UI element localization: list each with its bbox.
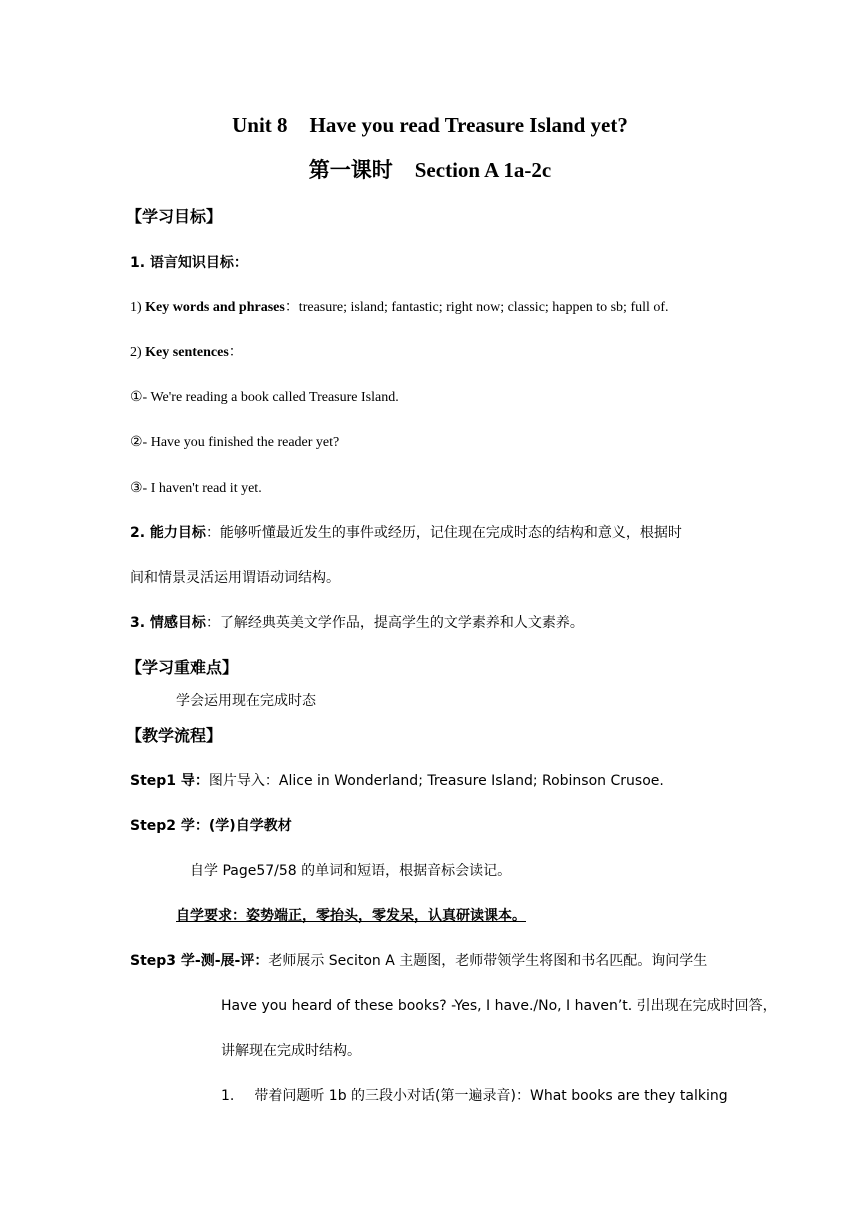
goal-2-continuation: 间和情景灵活运用谓语动词结构。 <box>130 570 340 586</box>
sub-item-1-num: 1. <box>221 1088 235 1104</box>
key-points-text: 学会运用现在完成时态 <box>176 693 316 709</box>
step-1-text: 图片导入：Alice in Wonderland; Treasure Island; Robinson Crusoe. <box>208 773 664 789</box>
step-2-text: 自学 Page57/58 的单词和短语，根据音标会读记。 <box>190 863 512 879</box>
step-3-text-3: 讲解现在完成时结构。 <box>221 1043 361 1059</box>
step-3-line <box>130 952 707 970</box>
key-words-label: Key words and phrases <box>145 300 285 315</box>
goal-1-label <box>130 254 248 273</box>
sentence-2: ②- Have you finished the reader yet? <box>130 435 340 450</box>
step-3-label: Step3 学-测-展-评： <box>130 953 269 969</box>
goal-2-line <box>130 524 682 542</box>
goal-3-line <box>130 614 584 632</box>
section-label: Section A 1a-2c <box>414 158 552 182</box>
key-words-line <box>130 299 669 317</box>
lesson-subtitle <box>0 158 860 182</box>
goal-1-text: 1. 语言知识目标： <box>130 255 248 271</box>
key-sentences-colon: ： <box>228 345 243 360</box>
goal-3-label: 3. 情感目标 <box>130 615 206 631</box>
sentence-3: ③- I haven't read it yet. <box>130 481 262 496</box>
key-words-num: 1) <box>130 300 142 315</box>
sentence-1: ①- We're reading a book called Treasure Island. <box>130 390 399 405</box>
process-heading: 【教学流程】 <box>126 726 223 745</box>
step-2-label: Step2 学：(学)自学教材 <box>130 818 292 834</box>
goal-2-label: 2. 能力目标 <box>130 525 206 541</box>
step-1-line <box>130 772 664 791</box>
goal-2-text: ：能够听懂最近发生的事件或经历，记住现在完成时态的结构和意义，根据时 <box>205 525 682 541</box>
step-2-requirement: 自学要求：姿势端正，零抬头，零发呆，认真研读课本。 <box>176 908 526 924</box>
key-sentences-num: 2) <box>130 345 142 360</box>
key-sentences-line <box>130 344 243 362</box>
goals-heading: 【学习目标】 <box>126 207 223 226</box>
step-3-text: 老师展示 Seciton A 主题图，老师带领学生将图和书名匹配。询问学生 <box>268 953 708 969</box>
step-3-text-2: Have you heard of these books? -Yes, I have./No, I haven’t. 引出现在完成时回答， <box>221 998 777 1014</box>
sub-item-1-text: 带着问题听 1b 的三段小对话(第一遍录音)：What books are they talking <box>254 1088 728 1104</box>
goal-3-text: ：了解经典英美文学作品，提高学生的文学素养和人文素养。 <box>205 615 584 631</box>
step-1-label: Step1 导： <box>130 773 209 789</box>
lesson-cn-label: 第一课时 <box>308 158 393 182</box>
document-title <box>0 113 860 137</box>
key-sentences-label: Key sentences <box>145 345 229 360</box>
key-points-heading: 【学习重难点】 <box>126 658 239 677</box>
key-words-text: ：treasure; island; fantastic; right now; classic; happen to sb; full of. <box>284 300 669 315</box>
unit-question: Have you read Treasure Island yet? <box>309 113 628 137</box>
sub-item-1 <box>221 1087 728 1105</box>
unit-label: Unit 8 <box>232 113 288 137</box>
